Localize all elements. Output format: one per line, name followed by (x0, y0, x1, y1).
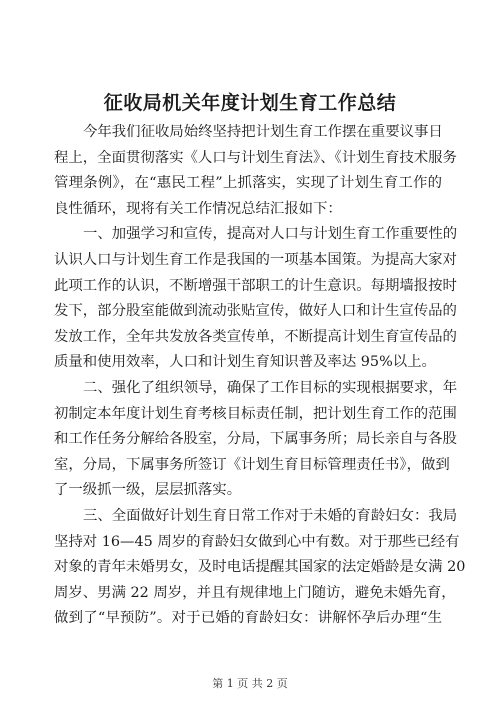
text-line: 室，分局，下属事务所签订《计划生育目标管理责任书》，做到 (54, 456, 450, 473)
text-line: 管理条例》，在“惠民工程”上抓落实，实现了计划生育工作的 (54, 175, 442, 192)
text-line: 了一级抓一级，层层抓落实。 (54, 482, 242, 499)
text-line: 今年我们征收局始终坚持把计划生育工作摆在重要议事日 (83, 124, 443, 140)
text-line: 三、全面做好计划生育日常工作对于未婚的育龄妇女：我局 (83, 507, 458, 524)
text-line: 此项工作的认识，不断增强干部职工的计生意识。每期墙报按时 (54, 277, 457, 294)
text-line: 发下，部分股室能做到流动张贴宣传，做好人口和计生宣传品的 (54, 303, 457, 320)
text-line: 做到了“早预防”。对于已婚的育龄妇女：讲解怀孕后办理“生 (54, 610, 442, 627)
text-line: 一、加强学习和宣传，提高对人口与计划生育工作重要性的 (83, 226, 458, 243)
text-line: 认识人口与计划生育工作是我国的一项基本国策。为提高大家对 (54, 251, 457, 268)
page-footer: 第 1 页 共 2 页 (212, 677, 288, 690)
text-line: 初制定本年度计划生育考核目标责任制，把计划生育工作的范围 (54, 405, 457, 422)
text-line: 程上，全面贯彻落实《人口与计划生育法》、《计划生育技术服务 (54, 149, 457, 166)
text-line: 坚持对 16—45 周岁的育龄妇女做到心中有数。对于那些已经有 (54, 533, 460, 550)
text-line: 二、强化了组织领导，确保了工作目标的实现根据要求，年 (83, 379, 458, 396)
document-title: 征收局机关年度计划生育工作总结 (103, 92, 397, 114)
text-line: 对象的青年未婚男女，及时电话提醒其国家的法定婚龄是女满 20 (54, 559, 466, 576)
text-line: 质量和使用效率，人口和计划生育知识普及率达 95%以上。 (54, 354, 436, 371)
text-line: 良性循环，现将有关工作情况总结汇报如下： (54, 200, 342, 217)
text-line: 和工作任务分解给各股室，分局，下属事务所；局长亲自与各股 (54, 431, 457, 448)
text-line: 发放工作，全年共发放各类宣传单，不断提高计划生育宣传品的 (54, 328, 457, 345)
text-line: 周岁、男满 22 周岁，并且有规律地上门随访，避免未婚先育， (54, 584, 456, 601)
document-body (54, 120, 466, 632)
